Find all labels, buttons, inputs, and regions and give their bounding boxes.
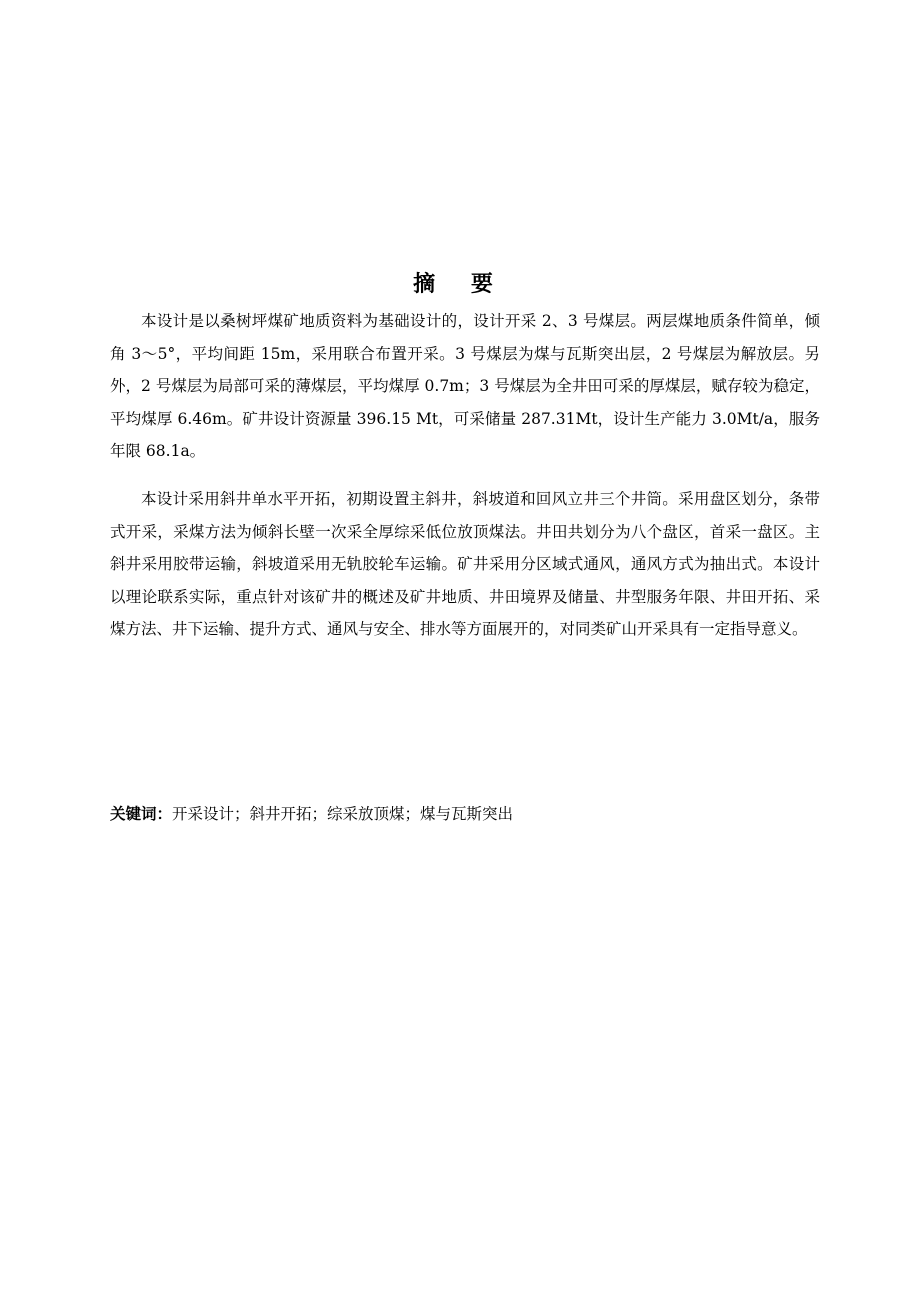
abstract-title: 摘 要: [413, 272, 507, 297]
keywords-line: [110, 798, 820, 830]
keywords-label: 关键词：: [110, 805, 173, 823]
abstract-paragraph-1: 本设计是以桑树坪煤矿地质资料为基础设计的，设计开采 2、3 号煤层。两层煤地质条件简单，倾角 3～5°，平均间距 15m，采用联合布置开采。3 号煤层为煤与瓦斯突出层，2 号煤层为解放层。另外，2 号煤层为局部可采的薄煤层，平均煤厚 0.7m；3 号煤层为全井田可采的厚煤层，赋存较为稳定，平均煤厚 6.46m。矿井设计资源量 396.15 Mt，可采储量 287.31Mt，设计生产能力 3.0Mt/a，服务年限 68.1a。: [110, 312, 820, 460]
abstract-paragraph-2: 本设计采用斜井单水平开拓，初期设置主斜井，斜坡道和回风立井三个井筒。采用盘区划分，条带式开采，采煤方法为倾斜长壁一次采全厚综采低位放顶煤法。井田共划分为八个盘区，首采一盘区。主斜井采用胶带运输，斜坡道采用无轨胶轮车运输。矿井采用分区域式通风，通风方式为抽出式。本设计以理论联系实际，重点针对该矿井的概述及矿井地质、井田境界及储量、井型服务年限、井田开拓、采煤方法、井下运输、提升方式、通风与安全、排水等方面展开的，对同类矿山开采具有一定指导意义。: [110, 490, 820, 638]
keywords-text: 开采设计；斜井开拓；综采放顶煤；煤与瓦斯突出: [172, 805, 514, 823]
